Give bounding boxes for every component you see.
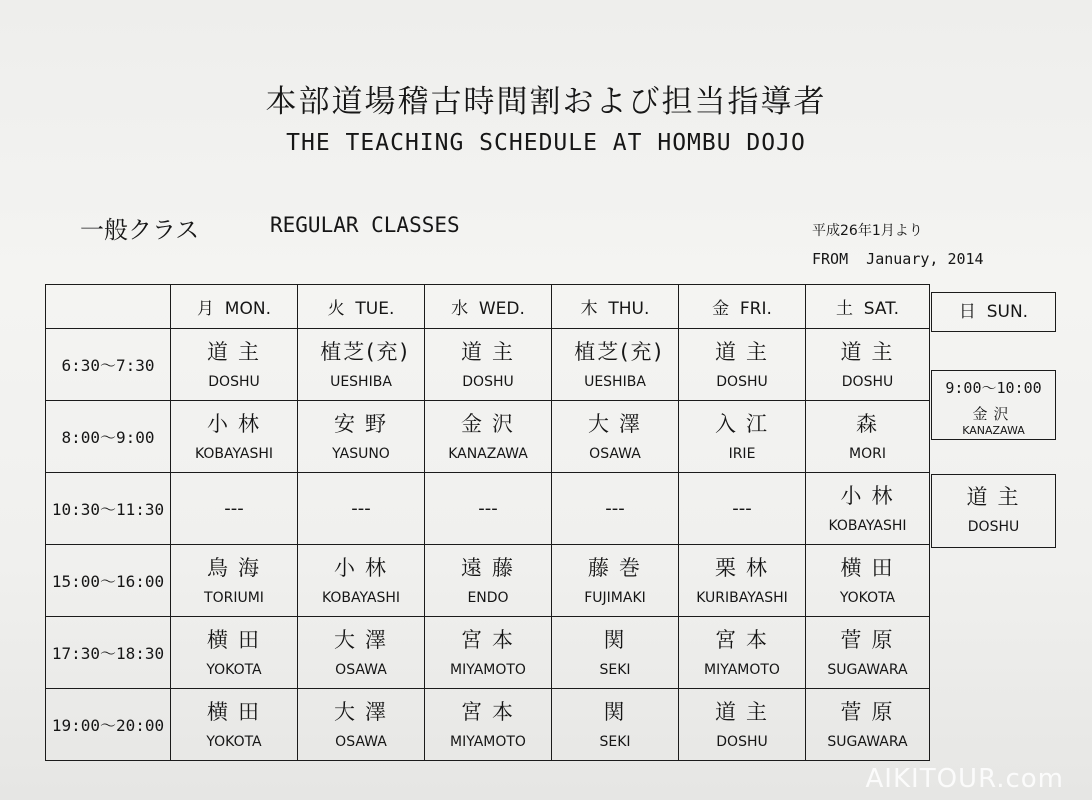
schedule-cell — [298, 545, 425, 617]
instructor-kanji: 小林 — [840, 484, 903, 508]
instructor-romaji: YOKOTA — [839, 590, 896, 606]
sunday-slot-early — [931, 370, 1056, 440]
instructor-romaji: DOSHU — [716, 734, 768, 750]
instructor-kanji: 関 — [603, 628, 635, 652]
schedule-cell — [298, 689, 425, 761]
schedule-cell — [679, 329, 806, 401]
schedule-cell — [425, 473, 552, 545]
instructor-kanji: 遠藤 — [461, 556, 523, 580]
day-header-wed: 水 WED. — [425, 285, 552, 329]
instructor-kanji: 金沢 — [461, 412, 523, 436]
instructor-romaji: DOSHU — [208, 374, 260, 390]
instructor-romaji: FUJIMAKI — [584, 590, 646, 606]
instructor-romaji: YOKOTA — [206, 734, 262, 750]
instructor-kanji: 小林 — [334, 556, 396, 580]
schedule-cell — [171, 329, 298, 401]
instructor-kanji: 横田 — [207, 628, 269, 652]
instructor-romaji: KANAZAWA — [448, 446, 528, 462]
instructor-kanji: 金沢 — [972, 405, 1015, 423]
instructor-romaji: KOBAYASHI — [828, 518, 907, 534]
section-title-japanese: 一般クラス — [80, 216, 200, 244]
instructor-romaji: YASUNO — [332, 446, 390, 462]
day-header-sun: 日 SUN. — [931, 292, 1056, 332]
instructor-romaji: KOBAYASHI — [321, 590, 401, 606]
instructor-kanji: 植芝(充) — [320, 340, 410, 364]
no-class-dash: --- — [478, 498, 498, 519]
instructor-romaji: DOSHU — [967, 519, 1020, 535]
instructor-romaji: KOBAYASHI — [194, 446, 274, 462]
instructor-kanji: 植芝(充) — [574, 340, 664, 364]
no-class-dash: --- — [605, 498, 625, 519]
instructor-romaji: YOKOTA — [206, 662, 262, 678]
schedule-cell — [425, 545, 552, 617]
schedule-cell — [298, 329, 425, 401]
instructor-romaji: SEKI — [599, 662, 631, 678]
instructor-kanji: 宮本 — [461, 628, 523, 652]
instructor-kanji: 入江 — [715, 412, 777, 436]
schedule-cell — [552, 473, 679, 545]
instructor-kanji: 菅原 — [840, 628, 903, 652]
instructor-romaji: MIYAMOTO — [450, 662, 526, 678]
schedule-cell — [679, 689, 806, 761]
day-header-fri: 金 FRI. — [679, 285, 806, 329]
header-row — [46, 285, 930, 329]
corner-cell — [46, 285, 171, 329]
instructor-romaji: MIYAMOTO — [704, 662, 780, 678]
schedule-cell — [171, 473, 298, 545]
instructor-kanji: 大澤 — [334, 628, 396, 652]
instructor-kanji: 藤巻 — [588, 556, 650, 580]
schedule-cell — [679, 545, 806, 617]
schedule-cell — [806, 401, 930, 473]
schedule-cell — [425, 617, 552, 689]
instructor-romaji: UESHIBA — [330, 374, 392, 390]
instructor-kanji: 道主 — [840, 340, 903, 364]
instructor-romaji: MIYAMOTO — [450, 734, 526, 750]
instructor-romaji: ENDO — [467, 590, 509, 606]
instructor-kanji: 森 — [856, 412, 887, 436]
instructor-kanji: 小林 — [207, 412, 269, 436]
schedule-cell — [171, 545, 298, 617]
instructor-kanji: 横田 — [840, 556, 903, 580]
schedule-cell — [552, 401, 679, 473]
schedule-cell — [425, 689, 552, 761]
instructor-kanji: 宮本 — [715, 628, 777, 652]
schedule-cell — [806, 329, 930, 401]
instructor-kanji: 関 — [603, 700, 635, 724]
instructor-romaji: DOSHU — [841, 374, 894, 390]
table-row — [46, 473, 930, 545]
schedule-cell — [171, 689, 298, 761]
no-class-dash: --- — [732, 498, 752, 519]
schedule-cell — [552, 689, 679, 761]
instructor-kanji: 菅原 — [840, 700, 903, 724]
instructor-romaji: SUGAWARA — [827, 734, 908, 750]
instructor-kanji: 道主 — [715, 340, 777, 364]
instructor-romaji: OSAWA — [335, 734, 387, 750]
instructor-romaji: IRIE — [728, 446, 756, 462]
schedule-cell — [552, 617, 679, 689]
instructor-kanji: 道主 — [715, 700, 777, 724]
table-row — [46, 545, 930, 617]
schedule-cell — [806, 689, 930, 761]
table-row — [46, 329, 930, 401]
schedule-cell — [298, 617, 425, 689]
effective-date-japanese: 平成26年1月より — [812, 223, 923, 239]
instructor-romaji: KURIBAYASHI — [696, 590, 788, 606]
instructor-romaji: DOSHU — [716, 374, 768, 390]
schedule-cell — [425, 401, 552, 473]
sunday-time-slot: 9:00～10:00 — [945, 379, 1042, 397]
day-header-tue: 火 TUE. — [298, 285, 425, 329]
time-slot: 15:00～16:00 — [46, 545, 171, 617]
instructor-kanji: 安野 — [334, 412, 396, 436]
instructor-romaji: MORI — [849, 446, 886, 462]
schedule-cell — [679, 401, 806, 473]
schedule-cell — [298, 473, 425, 545]
time-slot: 10:30～11:30 — [46, 473, 171, 545]
schedule-table — [45, 284, 930, 761]
instructor-romaji: KANAZAWA — [962, 424, 1025, 437]
day-header-thu: 木 THU. — [552, 285, 679, 329]
instructor-kanji: 栗林 — [715, 556, 777, 580]
title-japanese: 本部道場稽古時間割および担当指導者 — [265, 84, 827, 120]
instructor-kanji: 道主 — [966, 485, 1029, 509]
instructor-kanji: 横田 — [207, 700, 269, 724]
schedule-cell — [679, 473, 806, 545]
instructor-kanji: 鳥海 — [207, 556, 269, 580]
time-slot: 19:00～20:00 — [46, 689, 171, 761]
instructor-kanji: 大澤 — [588, 412, 650, 436]
time-slot: 17:30～18:30 — [46, 617, 171, 689]
schedule-cell — [171, 401, 298, 473]
table-row — [46, 401, 930, 473]
instructor-kanji: 大澤 — [334, 700, 396, 724]
schedule-cell — [171, 617, 298, 689]
instructor-romaji: DOSHU — [462, 374, 514, 390]
schedule-cell — [425, 329, 552, 401]
watermark: AIKITOUR.com — [865, 764, 1064, 794]
schedule-cell — [552, 329, 679, 401]
instructor-kanji: 宮本 — [461, 700, 523, 724]
instructor-romaji: OSAWA — [589, 446, 641, 462]
instructor-romaji: SUGAWARA — [827, 662, 908, 678]
instructor-romaji: TORIUMI — [204, 590, 264, 606]
schedule-cell — [679, 617, 806, 689]
instructor-romaji: UESHIBA — [584, 374, 646, 390]
instructor-romaji: OSAWA — [335, 662, 387, 678]
day-header-mon: 月 MON. — [171, 285, 298, 329]
schedule-cell — [298, 401, 425, 473]
table-row — [46, 617, 930, 689]
schedule-cell — [552, 545, 679, 617]
sunday-slot-late — [931, 474, 1056, 548]
schedule-cell — [806, 545, 930, 617]
section-title-english: REGULAR CLASSES — [270, 213, 460, 237]
day-header-sat: 土 SAT. — [806, 285, 930, 329]
time-slot: 8:00～9:00 — [46, 401, 171, 473]
no-class-dash: --- — [224, 498, 244, 519]
no-class-dash: --- — [351, 498, 371, 519]
table-row — [46, 689, 930, 761]
schedule-cell — [806, 617, 930, 689]
schedule-cell — [806, 473, 930, 545]
instructor-kanji: 道主 — [461, 340, 523, 364]
instructor-kanji: 道主 — [207, 340, 269, 364]
title-english: THE TEACHING SCHEDULE AT HOMBU DOJO — [286, 130, 806, 156]
time-slot: 6:30～7:30 — [46, 329, 171, 401]
effective-date-english: FROM January, 2014 — [812, 250, 984, 268]
instructor-romaji: SEKI — [599, 734, 631, 750]
